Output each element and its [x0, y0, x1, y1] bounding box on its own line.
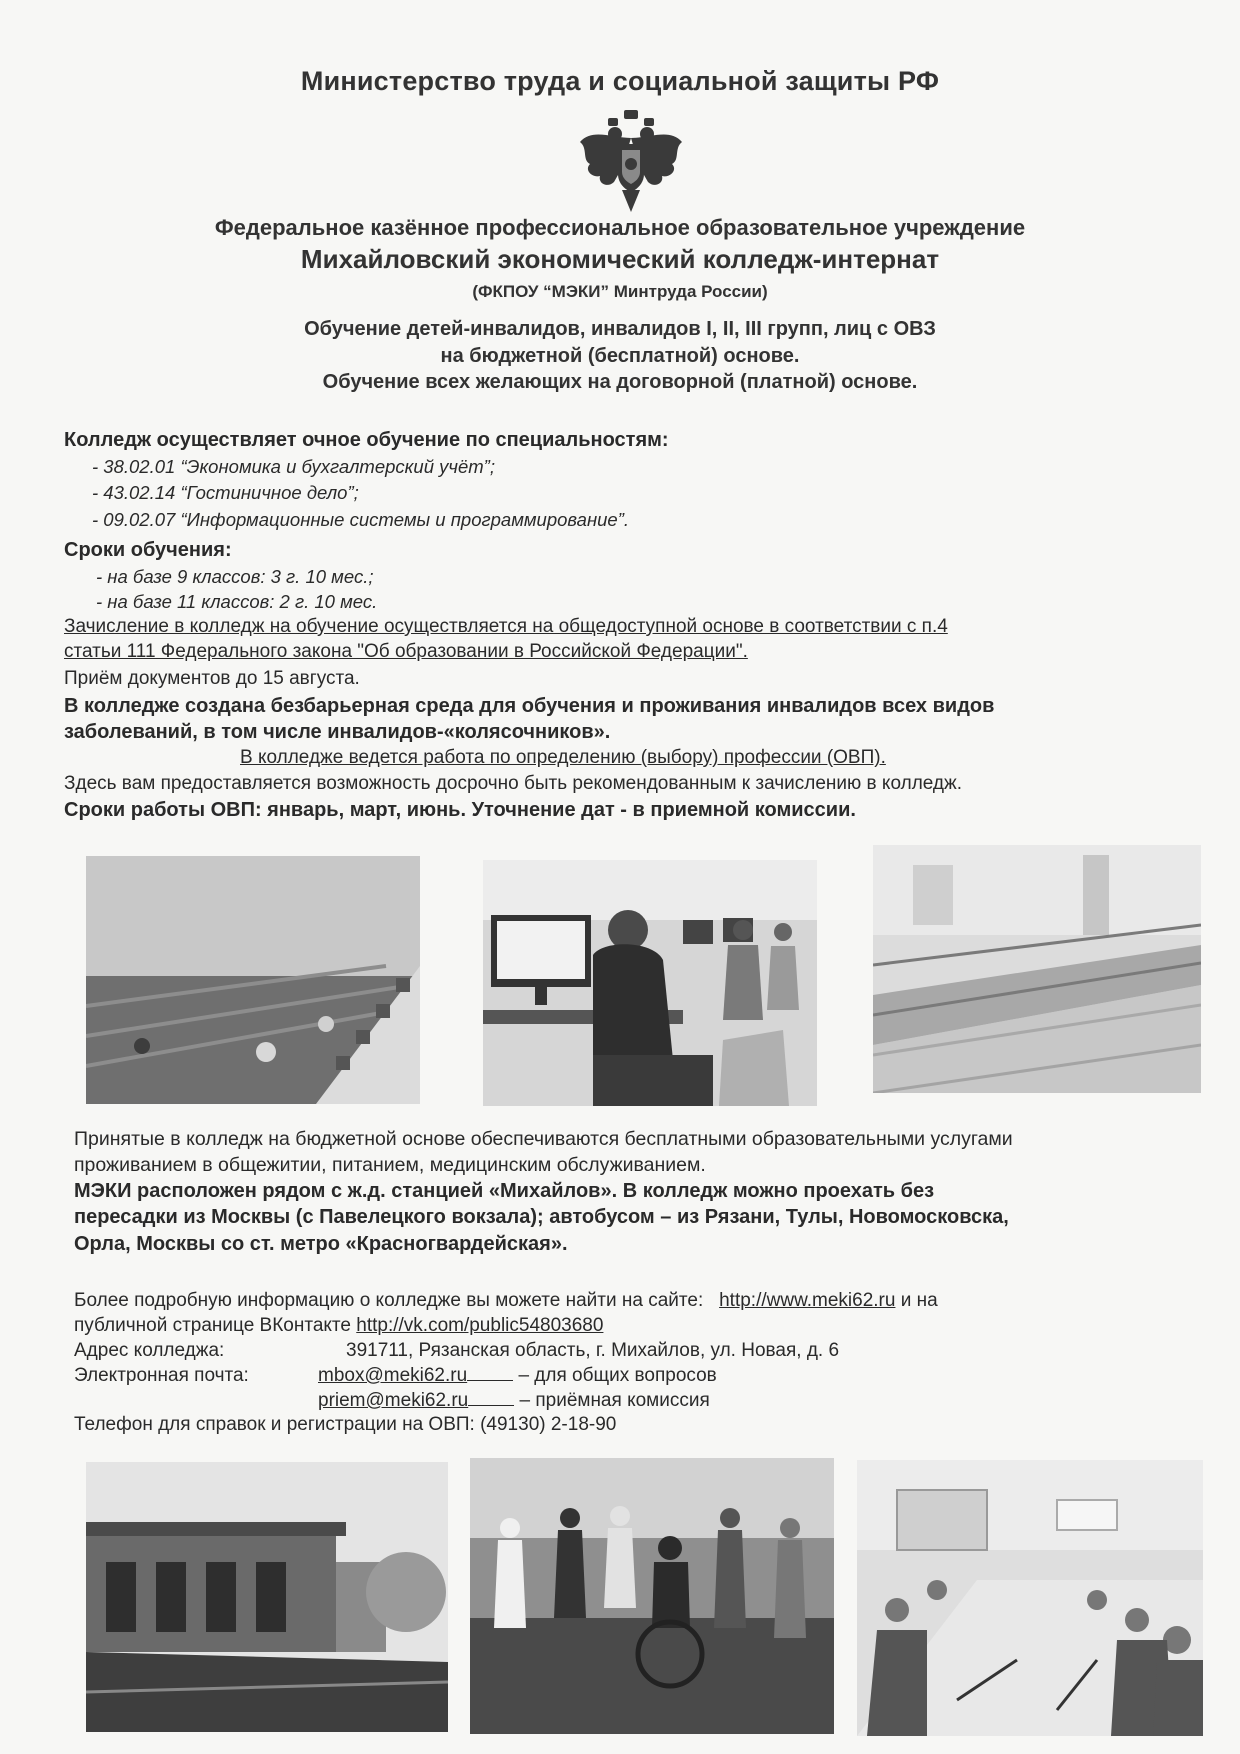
terms-heading: Сроки обучения:: [64, 539, 232, 561]
travel-line-2: пересадки из Москвы (с Павелецкого вокзала); автобусом – из Рязани, Тулы, Новомосковска,: [74, 1206, 1009, 1228]
institution-short-name: (ФКПОУ “МЭКИ” Минтруда России): [472, 282, 768, 301]
site-link[interactable]: http://www.meki62.ru: [719, 1290, 896, 1311]
ovp-title: В колледже ведется работа по определению (выбору) профессии (ОВП).: [240, 747, 886, 768]
address-label: Адрес колледжа:: [74, 1340, 225, 1361]
coat-of-arms-emblem: [572, 108, 690, 216]
photo-computer-class: [483, 860, 817, 1106]
travel-line-1: МЭКИ расположен рядом с ж.д. станцией «Михайлов». В колледж можно проехать без: [74, 1180, 935, 1202]
photo-college-building: [86, 1462, 448, 1732]
specialty-item: - 09.02.07 “Информационные системы и программирование”.: [92, 509, 630, 530]
specialty-item: - 43.02.14 “Гостиничное дело”;: [92, 482, 359, 503]
services-line-2: проживанием в общежитии, питанием, медицинским обслуживанием.: [74, 1154, 706, 1176]
photo-swimming-pool: [86, 856, 420, 1104]
email-row-2: [318, 1389, 710, 1413]
barrier-free-line-2: заболеваний, в том числе инвалидов-«колясочников».: [64, 721, 611, 743]
enrollment-line-1: Зачисление в колледж на обучение осуществляется на общедоступной основе в соответствии с п.4: [64, 616, 948, 637]
public-page-text: публичной странице ВКонтакте: [74, 1315, 351, 1336]
email-general-desc: – для общих вопросов: [518, 1365, 717, 1386]
education-line-2: на бюджетной (бесплатной) основе.: [440, 345, 800, 367]
email-label: Электронная почта:: [74, 1365, 249, 1386]
and-on-text: и на: [900, 1290, 938, 1311]
vk-line: [74, 1314, 603, 1338]
photo-conference-room: [857, 1460, 1203, 1736]
specialty-item: - 38.02.01 “Экономика и бухгалтерский учёт”;: [92, 456, 495, 477]
term-item: - на базе 11 классов: 2 г. 10 мес.: [96, 591, 378, 612]
photo-ramp-hallway: [873, 845, 1201, 1093]
email-link-general[interactable]: mbox@meki62.ru: [318, 1365, 468, 1386]
photo-students-outdoor: [470, 1458, 834, 1734]
email-row-1: [318, 1364, 717, 1388]
vk-link[interactable]: http://vk.com/public54803680: [356, 1315, 604, 1336]
more-info-text: Более подробную информацию о колледже вы можете найти на сайте:: [74, 1290, 704, 1311]
address-line: [74, 1339, 224, 1363]
ovp-text: Здесь вам предоставляется возможность досрочно быть рекомендованным к зачислению в колледж.: [64, 773, 963, 794]
institution-type: Федеральное казённое профессиональное образовательное учреждение: [214, 215, 1026, 240]
term-item: - на базе 9 классов: 3 г. 10 мес.;: [96, 566, 374, 587]
specialties-heading: Колледж осуществляет очное обучение по специальностям:: [64, 429, 669, 451]
travel-line-3: Орла, Москвы со ст. метро «Красногвардейская».: [74, 1233, 568, 1255]
more-info-line: [74, 1289, 938, 1313]
barrier-free-line-1: В колледже создана безбарьерная среда для обучения и проживания инвалидов всех видов: [64, 695, 995, 717]
enrollment-line-2: статьи 111 Федерального закона "Об образовании в Российской Федерации".: [64, 641, 748, 662]
phone-line: Телефон для справок и регистрации на ОВП: (49130) 2-18-90: [74, 1414, 617, 1435]
services-line-1: Принятые в колледж на бюджетной основе обеспечиваются бесплатными образовательными услугами: [74, 1128, 1013, 1150]
address-value: 391711, Рязанская область, г. Михайлов, ул. Новая, д. 6: [346, 1340, 840, 1361]
education-line-3: Обучение всех желающих на договорной (платной) основе.: [322, 371, 918, 393]
ovp-dates: Сроки работы ОВП: январь, март, июнь. Уточнение дат - в приемной комиссии.: [64, 799, 856, 821]
email-admission-desc: – приёмная комиссия: [519, 1390, 710, 1411]
education-line-1: Обучение детей-инвалидов, инвалидов I, II, III групп, лиц с ОВЗ: [304, 318, 936, 340]
institution-name: Михайловский экономический колледж-интернат: [300, 244, 940, 274]
ministry-title: Министерство труда и социальной защиты РФ: [300, 66, 940, 96]
email-link-admission[interactable]: priem@meki62.ru: [318, 1390, 469, 1411]
documents-deadline: Приём документов до 15 августа.: [64, 668, 360, 689]
